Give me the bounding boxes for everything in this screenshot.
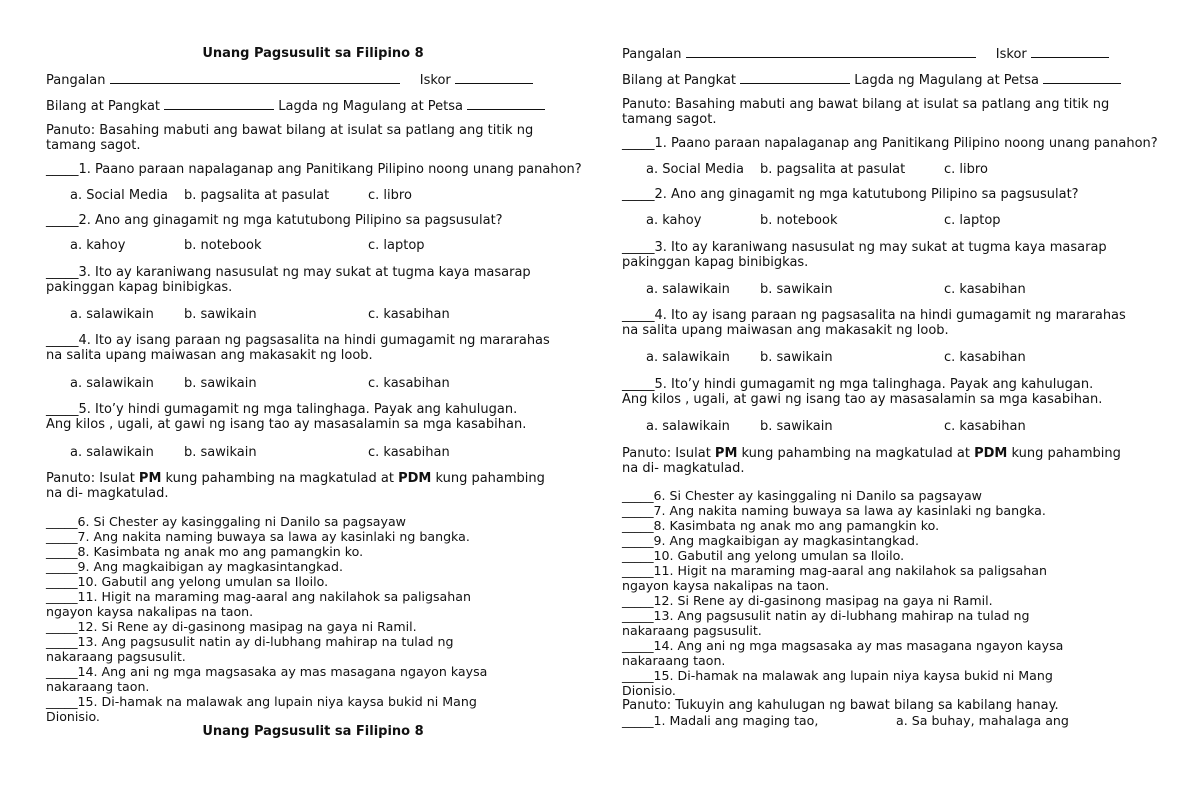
q3-option-b: b. sawikain	[760, 282, 833, 297]
score-label: Iskor	[995, 47, 1027, 62]
q4-option-b: b. sawikain	[184, 376, 257, 391]
pm-item-15: _____15. Di-hamak na malawak ang lupain niya kaysa bukid ni Mang	[46, 694, 477, 709]
q1-option-a: a. Social Media	[646, 162, 744, 177]
score-blank[interactable]	[455, 72, 533, 84]
instruction-part2-mid: kung pahambing na magkatulad at	[737, 446, 975, 461]
q4-option-b: b. sawikain	[760, 350, 833, 365]
question-4: _____4. Ito ay isang paraan ng pagsasalita na hindi gumagamit ng mararahas na salita upang maiwasan ang makasakit ng loob.	[46, 333, 550, 363]
grade-blank[interactable]	[164, 98, 274, 110]
q4-option-c: c. kasabihan	[944, 350, 1026, 365]
q5-option-b: b. sawikain	[184, 445, 257, 460]
name-blank[interactable]	[686, 46, 976, 58]
q3-option-c: c. kasabihan	[368, 307, 450, 322]
pm-item-7: _____7. Ang nakita naming buwaya sa lawa ay kasinlaki ng bangka.	[46, 529, 470, 544]
pm-item-14-cont: nakaraang taon.	[622, 653, 726, 668]
q2-option-c: c. laptop	[944, 213, 1001, 228]
q4-option-c: c. kasabihan	[368, 376, 450, 391]
question-2: _____2. Ano ang ginagamit ng mga katutubong Pilipino sa pagsusulat?	[622, 187, 1079, 202]
question-4: _____4. Ito ay isang paraan ng pagsasalita na hindi gumagamit ng mararahas na salita upang maiwasan ang makasakit ng loob.	[622, 308, 1126, 338]
pm-item-7: _____7. Ang nakita naming buwaya sa lawa ay kasinlaki ng bangka.	[622, 503, 1046, 518]
instruction-part2	[46, 471, 561, 501]
q1-option-b: b. pagsalita at pasulat	[760, 162, 906, 177]
question-5: _____5. Ito’y hindi gumagamit ng mga talinghaga. Payak ang kahulugan. Ang kilos , ugali, at gawi ng isang tao ay masasalamin sa mga kasabihan.	[622, 377, 1103, 407]
score-blank[interactable]	[1031, 46, 1109, 58]
pm-item-13: _____13. Ang pagsusulit natin ay di-lubhang mahirap na tulad ng	[622, 608, 1030, 623]
q5-option-b: b. sawikain	[760, 419, 833, 434]
instruction-part1: Panuto: Basahing mabuti ang bawat bilang at isulat sa patlang ang titik ng tamang sagot.	[622, 97, 1110, 127]
q3-option-a: a. salawikain	[646, 282, 730, 297]
parent-blank[interactable]	[467, 98, 545, 110]
parent-blank[interactable]	[1043, 72, 1121, 84]
q5-option-a: a. salawikain	[646, 419, 730, 434]
instruction-pm: PM	[138, 471, 162, 486]
q3-option-a: a. salawikain	[70, 307, 154, 322]
pm-item-12: _____12. Si Rene ay di-gasinong masipag na gaya ni Ramil.	[622, 593, 993, 608]
q1-option-c: c. libro	[944, 162, 988, 177]
instruction-pdm: PDM	[974, 446, 1008, 461]
pm-item-6: _____6. Si Chester ay kasinggaling ni Danilo sa pagsayaw	[46, 514, 406, 529]
q1-option-b: b. pagsalita at pasulat	[184, 188, 330, 203]
instruction-part2	[622, 446, 1137, 476]
question-5: _____5. Ito’y hindi gumagamit ng mga talinghaga. Payak ang kahulugan. Ang kilos , ugali, at gawi ng isang tao ay masasalamin sa mga kasabihan.	[46, 402, 527, 432]
instruction-part1: Panuto: Basahing mabuti ang bawat bilang at isulat sa patlang ang titik ng tamang sagot.	[46, 123, 534, 153]
question-3: _____3. Ito ay karaniwang nasusulat ng may sukat at tugma kaya masarap pakinggan kapag binibigkas.	[622, 240, 1107, 270]
q1-option-c: c. libro	[368, 188, 412, 203]
q1-option-a: a. Social Media	[70, 188, 168, 203]
q4-option-a: a. salawikain	[70, 376, 154, 391]
pm-item-11: _____11. Higit na maraming mag-aaral ang nakilahok sa paligsahan	[622, 563, 1047, 578]
pm-item-9: _____9. Ang magkaibigan ay magkasintangkad.	[46, 559, 343, 574]
name-row	[622, 46, 1109, 62]
q2-option-b: b. notebook	[184, 238, 262, 253]
q2-option-b: b. notebook	[760, 213, 838, 228]
pm-item-13-cont: nakaraang pagsusulit.	[46, 649, 186, 664]
pm-item-15-cont: Dionisio.	[622, 683, 676, 698]
question-3: _____3. Ito ay karaniwang nasusulat ng may sukat at tugma kaya masarap pakinggan kapag binibigkas.	[46, 265, 531, 295]
pm-item-15-cont: Dionisio.	[46, 709, 100, 724]
name-label: Pangalan	[46, 73, 106, 88]
matching-item-1: _____1. Madali ang maging tao,	[622, 713, 819, 728]
instruction-part2-suffix: kung pahambing na di- magkatulad.	[622, 446, 1121, 476]
pm-item-8: _____8. Kasimbata ng anak mo ang pamangkin ko.	[622, 518, 940, 533]
pm-item-13-cont: nakaraang pagsusulit.	[622, 623, 762, 638]
grade-row	[46, 98, 545, 114]
q2-option-a: a. kahoy	[70, 238, 126, 253]
grade-blank[interactable]	[740, 72, 850, 84]
q3-option-b: b. sawikain	[184, 307, 257, 322]
question-1: _____1. Paano paraan napalaganap ang Panitikang Pilipino noong unang panahon?	[622, 136, 1158, 151]
pm-item-13: _____13. Ang pagsusulit natin ay di-lubhang mahirap na tulad ng	[46, 634, 454, 649]
instruction-part2-suffix: kung pahambing na di- magkatulad.	[46, 471, 545, 501]
q5-option-c: c. kasabihan	[368, 445, 450, 460]
pm-item-10: _____10. Gabutil ang yelong umulan sa Iloilo.	[46, 574, 329, 589]
q5-option-a: a. salawikain	[70, 445, 154, 460]
instruction-part3: Panuto: Tukuyin ang kahulugan ng bawat bilang sa kabilang hanay.	[622, 698, 1059, 713]
matching-option-a: a. Sa buhay, mahalaga ang	[896, 713, 1069, 728]
q3-option-c: c. kasabihan	[944, 282, 1026, 297]
pm-item-9: _____9. Ang magkaibigan ay magkasintangkad.	[622, 533, 919, 548]
pm-item-15: _____15. Di-hamak na malawak ang lupain niya kaysa bukid ni Mang	[622, 668, 1053, 683]
name-blank[interactable]	[110, 72, 400, 84]
pm-item-14: _____14. Ang ani ng mga magsasaka ay mas masagana ngayon kaysa	[46, 664, 488, 679]
pm-item-14-cont: nakaraang taon.	[46, 679, 150, 694]
instruction-part2-prefix: Panuto: Isulat	[622, 446, 715, 461]
pm-item-6: _____6. Si Chester ay kasinggaling ni Danilo sa pagsayaw	[622, 488, 982, 503]
pm-item-8: _____8. Kasimbata ng anak mo ang pamangkin ko.	[46, 544, 364, 559]
name-row	[46, 72, 533, 88]
page-title: Unang Pagsusulit sa Filipino 8	[202, 46, 424, 61]
score-label: Iskor	[419, 73, 451, 88]
pm-item-11-cont: ngayon kaysa nakalipas na taon.	[46, 604, 254, 619]
name-label: Pangalan	[622, 47, 682, 62]
instruction-pm: PM	[714, 446, 738, 461]
page-title-bottom: Unang Pagsusulit sa Filipino 8	[202, 724, 424, 739]
grade-row	[622, 72, 1121, 88]
q4-option-a: a. salawikain	[646, 350, 730, 365]
parent-label: Lagda ng Magulang at Petsa	[854, 73, 1040, 88]
question-1: _____1. Paano paraan napalaganap ang Panitikang Pilipino noong unang panahon?	[46, 162, 582, 177]
pm-item-11: _____11. Higit na maraming mag-aaral ang nakilahok sa paligsahan	[46, 589, 471, 604]
question-2: _____2. Ano ang ginagamit ng mga katutubong Pilipino sa pagsusulat?	[46, 213, 503, 228]
q5-option-c: c. kasabihan	[944, 419, 1026, 434]
pm-item-12: _____12. Si Rene ay di-gasinong masipag na gaya ni Ramil.	[46, 619, 417, 634]
pm-item-11-cont: ngayon kaysa nakalipas na taon.	[622, 578, 830, 593]
instruction-part2-prefix: Panuto: Isulat	[46, 471, 139, 486]
parent-label: Lagda ng Magulang at Petsa	[278, 99, 464, 114]
instruction-part2-mid: kung pahambing na magkatulad at	[161, 471, 399, 486]
grade-label: Bilang at Pangkat	[622, 73, 737, 88]
q2-option-a: a. kahoy	[646, 213, 702, 228]
pm-item-10: _____10. Gabutil ang yelong umulan sa Iloilo.	[622, 548, 905, 563]
instruction-pdm: PDM	[398, 471, 432, 486]
pm-item-14: _____14. Ang ani ng mga magsasaka ay mas masagana ngayon kaysa	[622, 638, 1064, 653]
grade-label: Bilang at Pangkat	[46, 99, 161, 114]
q2-option-c: c. laptop	[368, 238, 425, 253]
